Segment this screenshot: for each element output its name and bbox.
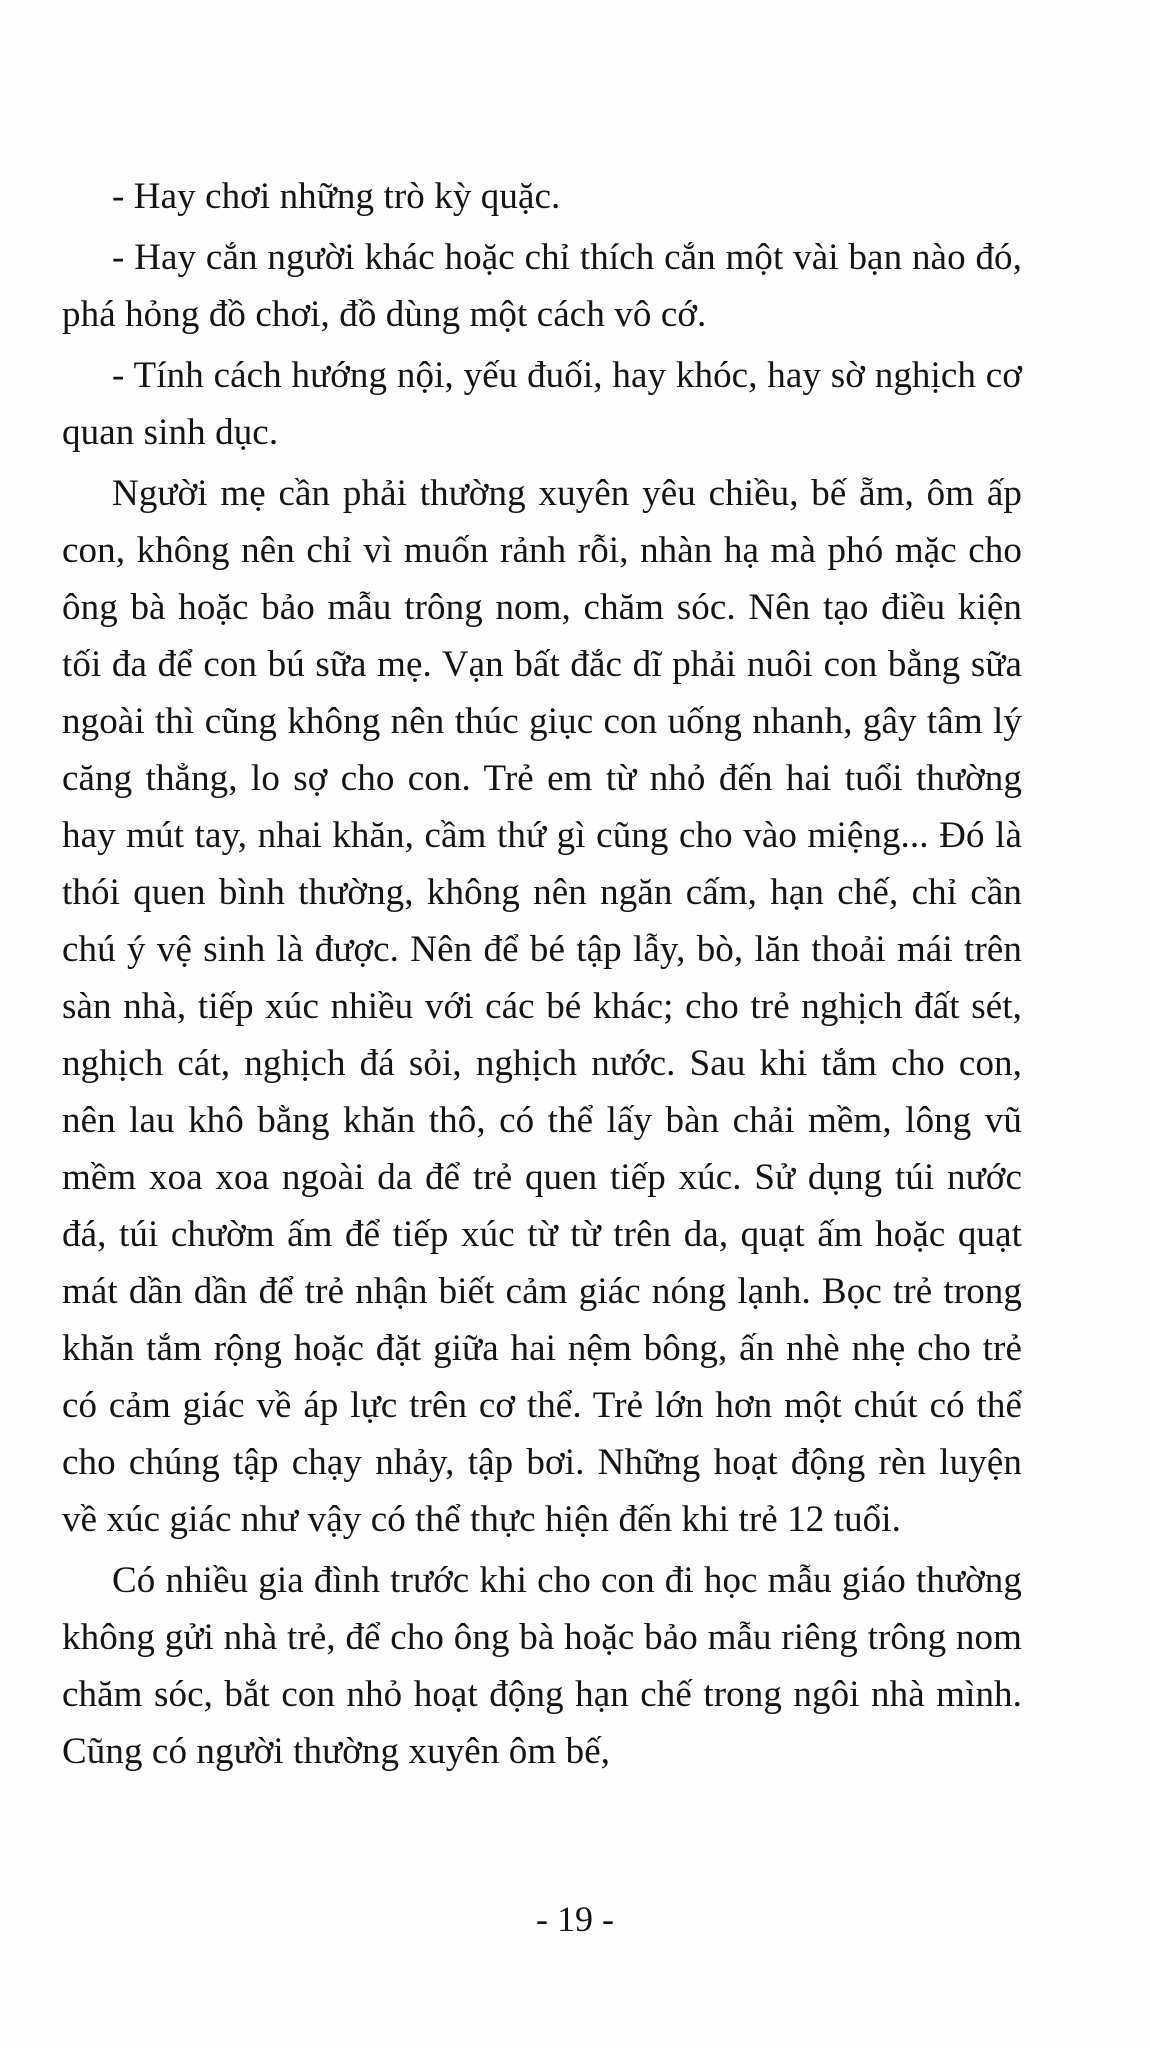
paragraph-families: Có nhiều gia đình trước khi cho con đi học mẫu giáo thường không gửi nhà trẻ, để cho ông bà hoặc bảo mẫu riêng trông nom chăm sóc, bắt con nhỏ hoạt động hạn chế trong ngôi nhà mình. Cũng có người thường xuyên ôm bế,: [62, 1560, 1022, 1772]
body-text: [62, 168, 1022, 1784]
bullet-line-1: - Hay chơi những trò kỳ quặc.: [112, 176, 561, 217]
bullet-line-2: - Hay cắn người khác hoặc chỉ thích cắn một vài bạn nào đó, phá hỏng đồ chơi, đồ dùng một cách vô cớ.: [62, 237, 1022, 335]
page-number: - 19 -: [536, 1899, 614, 1939]
bullet-line-3: - Tính cách hướng nội, yếu đuối, hay khóc, hay sờ nghịch cơ quan sinh dục.: [62, 355, 1022, 453]
paragraph-mother-care: Người mẹ cần phải thường xuyên yêu chiều, bế ẵm, ôm ấp con, không nên chỉ vì muốn rảnh rỗi, nhàn hạ mà phó mặc cho ông bà hoặc bảo mẫu trông nom, chăm sóc. Nên tạo điều kiện tối đa để con bú sữa mẹ. Vạn bất đắc dĩ phải nuôi con bằng sữa ngoài thì cũng không nên thúc giục con uống nhanh, gây tâm lý căng thẳng, lo sợ cho con. Trẻ em từ nhỏ đến hai tuổi thường hay mút tay, nhai khăn, cầm thứ gì cũng cho vào miệng... Đó là thói quen bình thường, không nên ngăn cấm, hạn chế, chỉ cần chú ý vệ sinh là được. Nên để bé tập lẫy, bò, lăn thoải mái trên sàn nhà, tiếp xúc nhiều với các bé khác; cho trẻ nghịch đất sét, nghịch cát, nghịch đá sỏi, nghịch nước. Sau khi tắm cho con, nên lau khô bằng khăn thô, có thể lấy bàn chải mềm, lông vũ mềm xoa xoa ngoài da để trẻ quen tiếp xúc. Sử dụng túi nước đá, túi chườm ấm để tiếp xúc từ từ trên da, quạt ấm hoặc quạt mát dần dần để trẻ nhận biết cảm giác nóng lạnh. Bọc trẻ trong khăn tắm rộng hoặc đặt giữa hai nệm bông, ấn nhè nhẹ cho trẻ có cảm giác về áp lực trên cơ thể. Trẻ lớn hơn một chút có thể cho chúng tập chạy nhảy, tập bơi. Những hoạt động rèn luyện về xúc giác như vậy có thể thực hiện đến khi trẻ 12 tuổi.: [62, 473, 1022, 1540]
